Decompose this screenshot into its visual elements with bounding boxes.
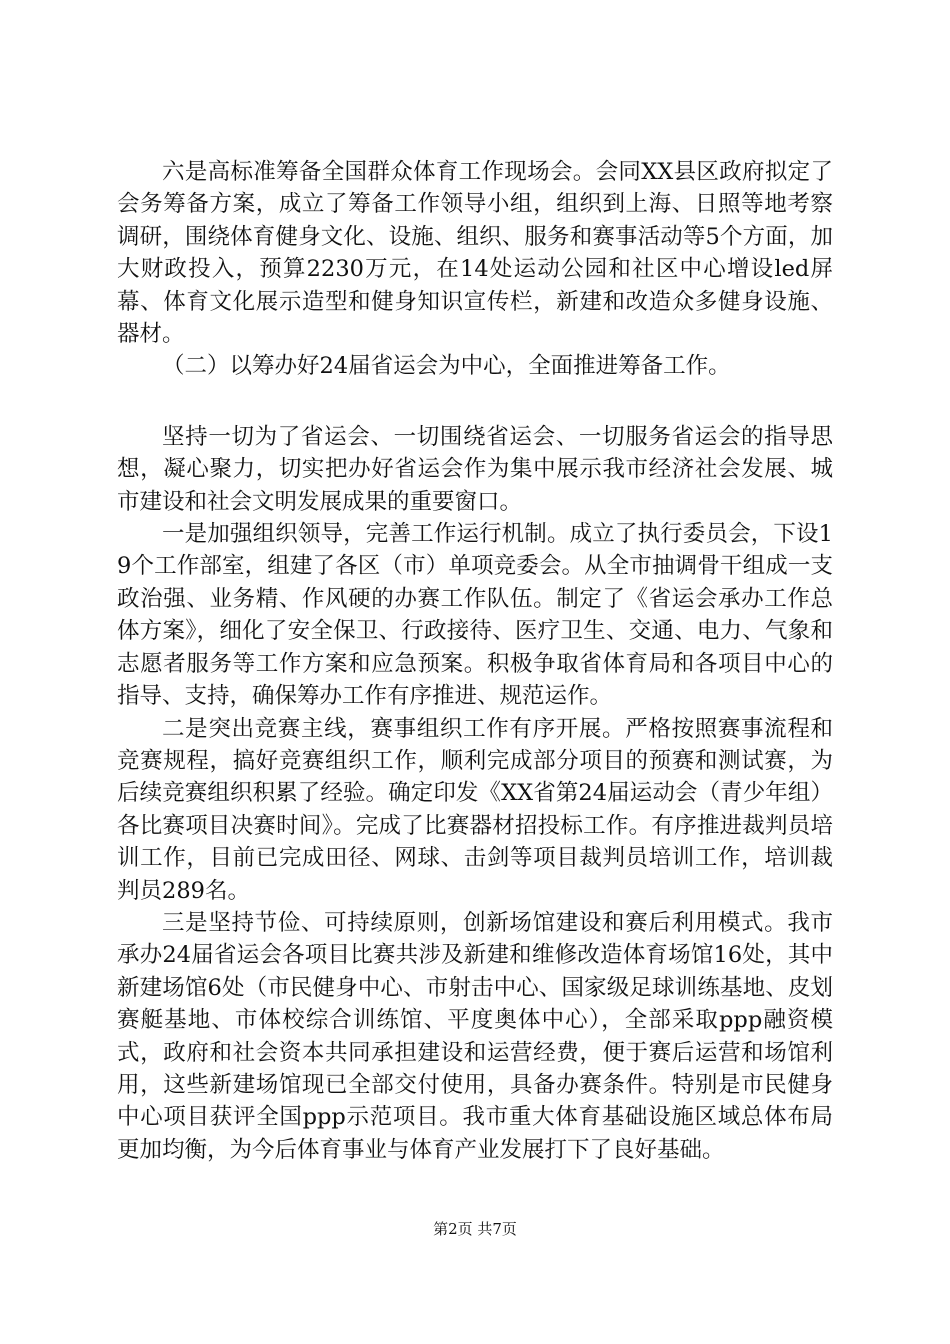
paragraph-preparation-meeting: 六是高标准筹备全国群众体育工作现场会。会同XX县区政府拟定了会务筹备方案，成立了筹备工作领导小组，组织到上海、日照等地考察调研，围绕体育健身文化、设施、组织、服务和赛事活动等5个方面，加大财政投入，预算2230万元，在14处运动公园和社区中心增设led屏幕、体育文化展示造型和健身知识宣传栏，新建和改造众多健身设施、器材。 bbox=[117, 159, 833, 348]
paragraph-venues: 三是坚持节俭、可持续原则，创新场馆建设和赛后利用模式。我市承办24届省运会各项目比赛共涉及新建和维修改造体育场馆16处，其中新建场馆6处（市民健身中心、市射击中心、国家级足球训练基地、皮划赛艇基地、市体校综合训练馆、平度奥体中心），全部采取ppp融资模式，政府和社会资本共同承担建设和运营经费，便于赛后运营和场馆利用，这些新建场馆现已全部交付使用，具备办赛条件。特别是市民健身中心项目获评全国ppp示范项目。我市重大体育基础设施区域总体布局更加均衡，为今后体育事业与体育产业发展打下了良好基础。 bbox=[117, 909, 833, 1163]
paragraph-competition: 二是突出竞赛主线，赛事组织工作有序开展。严格按照赛事流程和竞赛规程，搞好竞赛组织工作，顺利完成部分项目的预赛和测试赛，为后续竞赛组织积累了经验。确定印发《XX省第24届运动会（青少年组）各比赛项目决赛时间》。完成了比赛器材招投标工作。有序推进裁判员培训工作，目前已完成田径、网球、击剑等项目裁判员培训工作，培训裁判员289名。 bbox=[117, 715, 833, 904]
section-heading: （二）以筹办好24届省运会为中心，全面推进筹备工作。 bbox=[162, 353, 731, 380]
document-body bbox=[117, 156, 833, 1166]
paragraph-organization: 一是加强组织领导，完善工作运行机制。成立了执行委员会，下设19个工作部室，组建了各区（市）单项竞委会。从全市抽调骨干组成一支政治强、业务精、作风硬的办赛工作队伍。制定了《省运会承办工作总体方案》，细化了安全保卫、行政接待、医疗卫生、交通、电力、气象和志愿者服务等工作方案和应急预案。积极争取省体育局和各项目中心的指导、支持，确保筹办工作有序推进、规范运作。 bbox=[117, 521, 833, 710]
page-number-footer: 第2页 共7页 bbox=[433, 1220, 517, 1238]
paragraph-gap bbox=[117, 383, 833, 421]
paragraph-guiding-thought: 坚持一切为了省运会、一切围绕省运会、一切服务省运会的指导思想，凝心聚力，切实把办好省运会作为集中展示我市经济社会发展、城市建设和社会文明发展成果的重要窗口。 bbox=[117, 423, 833, 515]
